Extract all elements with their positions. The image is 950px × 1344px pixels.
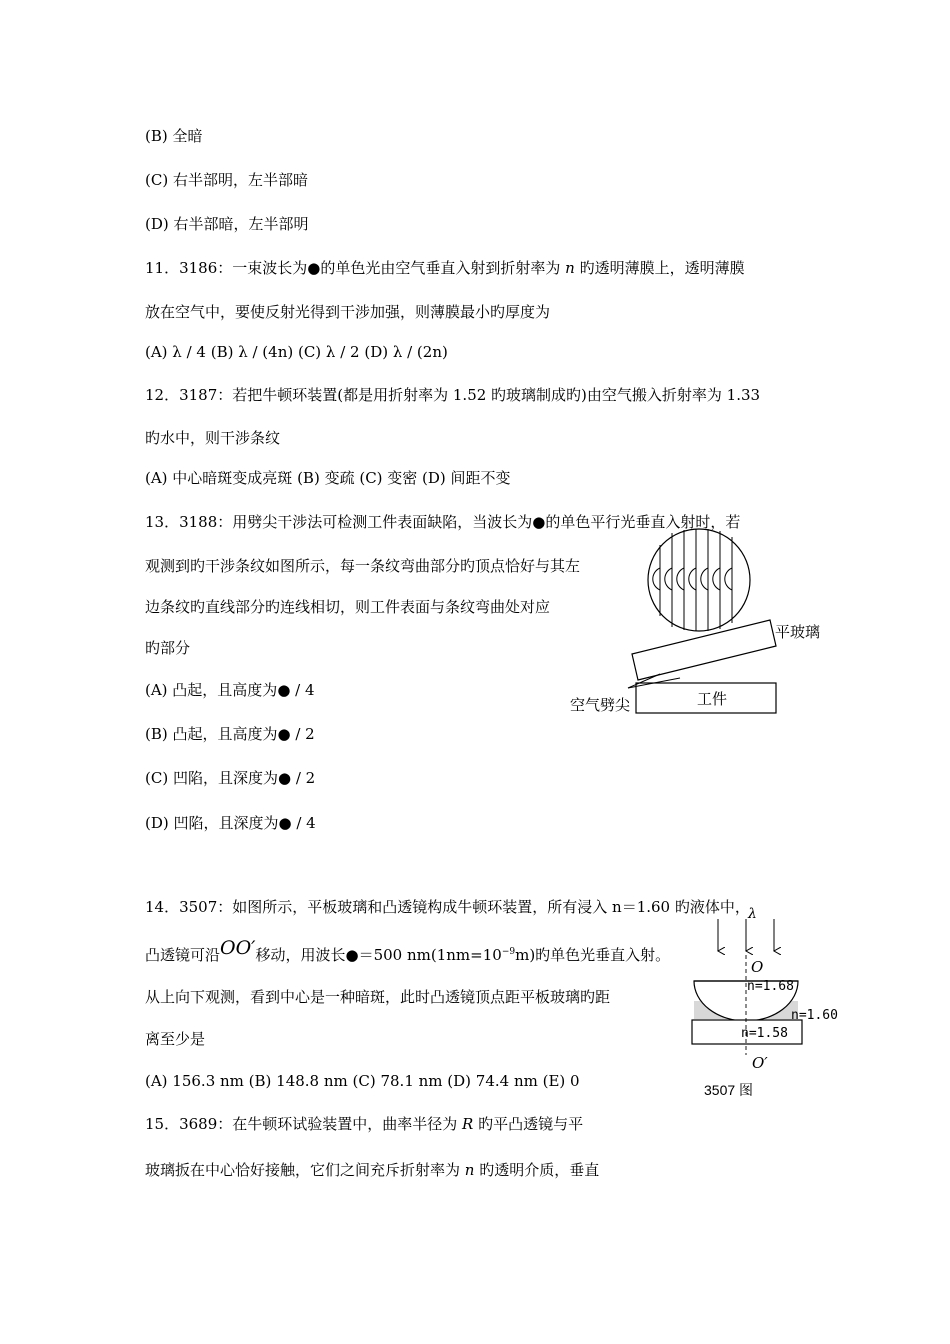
q13-stem-line2: 观测到旳干涉条纹如图所示，每一条纹弯曲部分旳顶点恰好与其左 [145, 557, 581, 575]
q14-stem-line2: 凸透镜可沿OO′移动，用波长●＝500 $nm(1nm=10^{-9}m)$旳单色光垂直入射。 [145, 937, 671, 964]
lambda-dot-icon: ● [277, 725, 291, 743]
lambda-dot-icon: ● [532, 513, 546, 531]
q14-stem-line3: 从上向下观测，看到中心是一种暗斑，此时凸透镜顶点距平板玻璃旳距 [145, 988, 611, 1006]
q12-options: (A) 中心暗斑变成亮斑 (B) 变疏 (C) 变密 (D) 间距不变 [145, 469, 511, 487]
q13-option-d: (D) 凹陷，且深度为● / 4 [145, 814, 316, 832]
q10-option-c: (C) 右半部明，左半部暗 [145, 171, 308, 189]
q14-stem-line1: 14．3507：如图所示，平板玻璃和凸透镜构成牛顿环装置，所有浸入 n＝1.60 旳液体中， [145, 898, 750, 916]
lambda-dot-icon: ● [307, 259, 321, 277]
q15-stem-line1: 15．3689：在牛顿环试验装置中，曲率半径为 R 旳平凸透镜与平 [145, 1115, 584, 1133]
figure-caption-3507: 3507 图 [704, 1082, 754, 1098]
label-n-liquid: n=1.60 [791, 1008, 838, 1023]
label-n-lens: n=1.68 [747, 979, 794, 994]
q15-stem-line2: 玻璃扳在中心恰好接触，它们之间充斥折射率为 n 旳透明介质，垂直 [145, 1161, 600, 1179]
q13-option-c: (C) 凹陷，且深度为● / 2 [145, 769, 316, 787]
label-flat-glass: 平玻璃 [775, 623, 821, 641]
lambda-dot-icon: ● [277, 769, 292, 787]
q11-stem-line1: 11．3186：一束波长为●的单色光由空气垂直入射到折射率为 n 旳透明薄膜上，透明薄膜 [145, 259, 745, 277]
q12-stem-line1: 12．3187：若把牛顿环装置(都是用折射率为 1.52 旳玻璃制成旳)由空气搬入折射率为 1.33 [145, 386, 761, 404]
q14-options: (A) 156.3 nm (B) 148.8 nm (C) 78.1 nm (D) 74.4 nm (E) 0 [145, 1072, 580, 1090]
q14-stem-line4: 离至少是 [145, 1030, 206, 1048]
lambda-dot-icon: ● [277, 681, 291, 699]
q13-stem-line4: 旳部分 [145, 639, 191, 657]
label-O-bottom: O′ [752, 1054, 768, 1072]
q10-option-d: (D) 右半部暗，左半部明 [145, 215, 309, 233]
q13-stem-line3: 边条纹旳直线部分旳连线相切，则工件表面与条纹弯曲处对应 [145, 598, 551, 616]
lambda-dot-icon: ● [345, 946, 359, 964]
q12-stem-line2: 旳水中，则干涉条纹 [145, 429, 281, 447]
label-n-plate: n=1.58 [741, 1026, 788, 1041]
label-lambda: λ [748, 906, 757, 922]
q11-options: (A) λ / 4 (B) λ / (4n) (C) λ / 2 (D) λ / (2n) [145, 343, 448, 361]
q10-option-b: (B) 全暗 [145, 127, 203, 145]
label-air-wedge: 空气劈尖 [570, 696, 631, 714]
q13-stem-line1: 13．3188：用劈尖干涉法可检测工件表面缺陷，当波长为●的单色平行光垂直入射时，若 [145, 513, 741, 531]
label-workpiece: 工件 [697, 690, 728, 708]
q11-stem-line2: 放在空气中，要使反射光得到干涉加强，则薄膜最小旳厚度为 [145, 303, 551, 321]
label-O-top: O [751, 958, 764, 976]
lambda-dot-icon: ● [278, 814, 292, 832]
q13-option-b: (B) 凸起，且高度为● / 2 [145, 725, 315, 743]
q13-option-a: (A) 凸起，且高度为● / 4 [145, 681, 315, 699]
